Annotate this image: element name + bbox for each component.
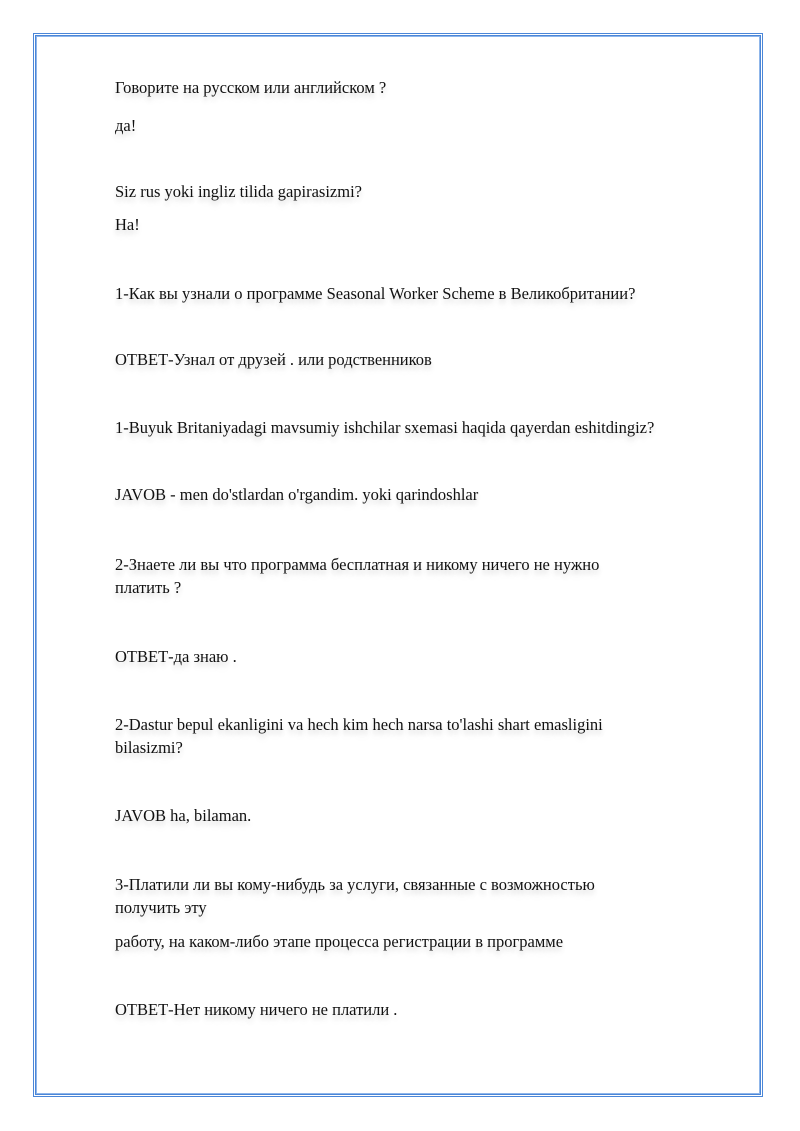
question-language-ru: Говорите на русском или английском ?	[115, 78, 387, 97]
question-2-ru-line-2: платить ?	[115, 578, 182, 597]
question-2-uz-line-2: bilasizmi?	[115, 738, 183, 757]
question-language-uz: Siz rus yoki ingliz tilida gapirasizmi?	[115, 182, 362, 201]
answer-2-uz: JAVOB ha, bilaman.	[115, 806, 252, 825]
answer-1-uz: JAVOB - men do'stlardan o'rgandim. yoki qarindoshlar	[115, 485, 479, 504]
question-1-ru: 1-Как вы узнали о программе Seasonal Worker Scheme в Великобритании?	[115, 284, 636, 303]
question-3-ru-line-1: 3-Платили ли вы кому-нибудь за услуги, связанные с возможностью	[115, 875, 595, 894]
question-1-uz: 1-Buyuk Britaniyadagi mavsumiy ishchilar sxemasi haqida qayerdan eshitdingiz?	[115, 418, 655, 437]
answer-language-uz: Ha!	[115, 215, 140, 234]
answer-1-ru: ОТВЕТ-Узнал от друзей . или родственников	[115, 350, 432, 369]
answer-2-ru: ОТВЕТ-да знаю .	[115, 647, 237, 666]
question-3-ru-line-3: работу, на каком-либо этапе процесса регистрации в программе	[115, 932, 564, 951]
question-2-ru-line-1: 2-Знаете ли вы что программа бесплатная и никому ничего не нужно	[115, 555, 600, 574]
answer-language-ru: да!	[115, 116, 137, 135]
question-2-uz-line-1: 2-Dastur bepul ekanligini va hech kim hech narsa to'lashi shart emasligini	[115, 715, 603, 734]
answer-3-ru: ОТВЕТ-Нет никому ничего не платили .	[115, 1000, 398, 1019]
question-3-ru-line-2: получить эту	[115, 898, 207, 917]
